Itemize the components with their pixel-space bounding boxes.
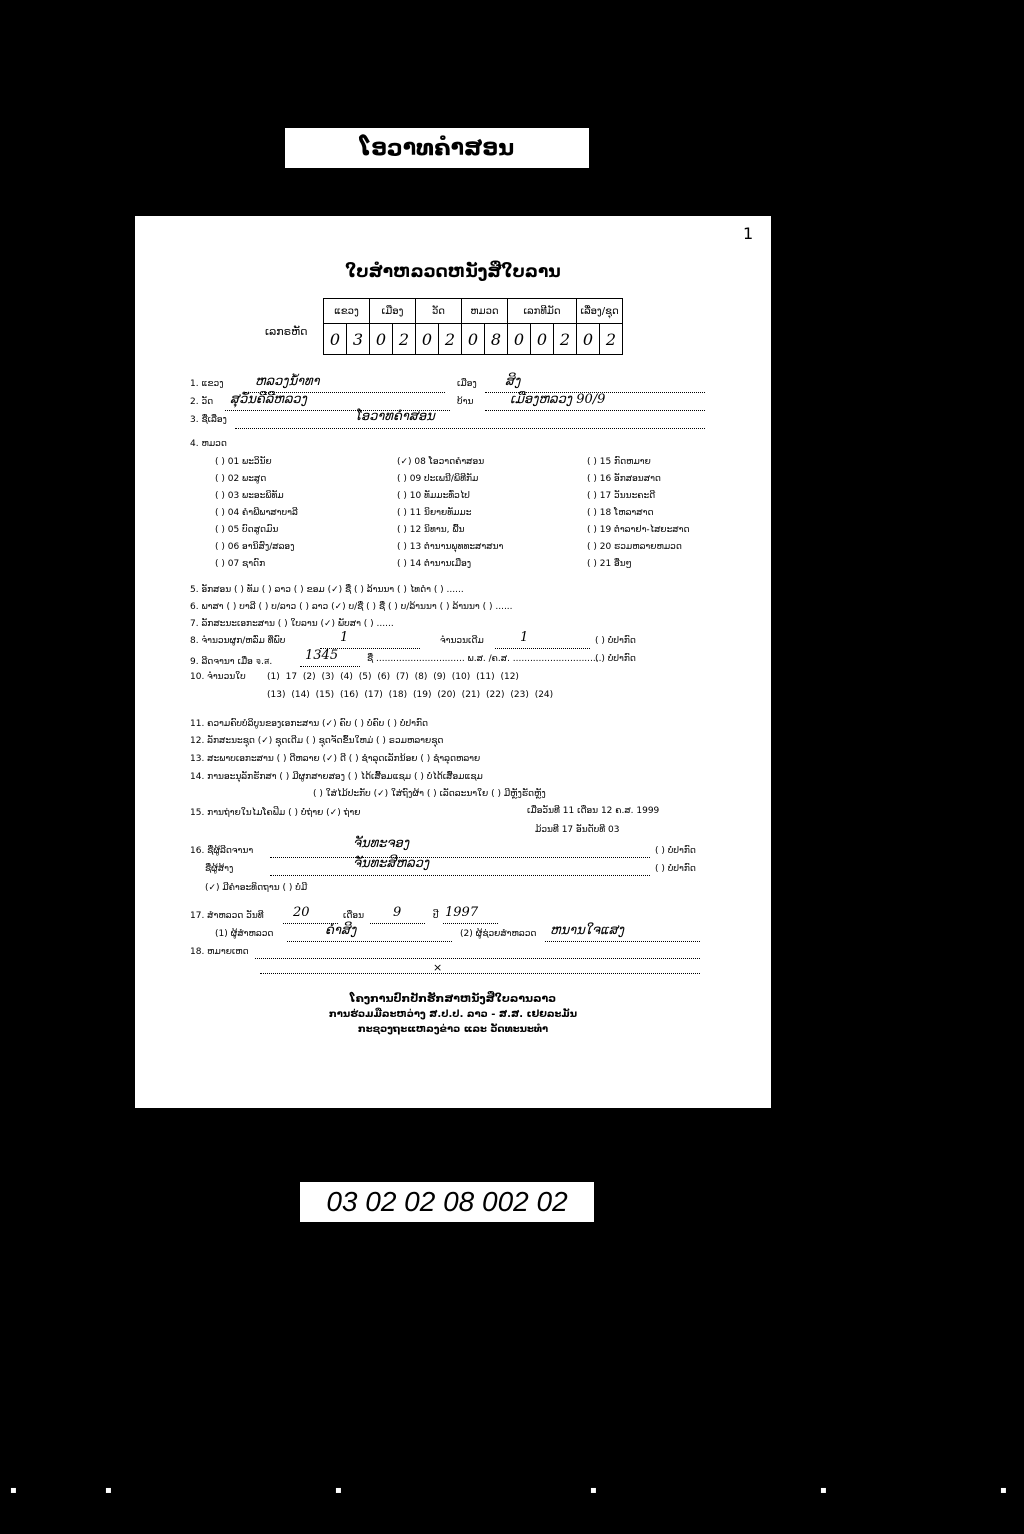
prayer-row: (✓) ມີຄຳອະທິດຖານ ( ) ບໍ່ມີ: [205, 883, 308, 893]
preservation-row-1: 14. ການອະນຸລັກຮັກສາ ( ) ມີຜູກສາຍສອງ ( ) ໄດ້ເສື້ອມແຊມ ( ) ບໍ່ໄດ້ເສື້ອມແຊມ: [190, 772, 483, 782]
survey-year: 1997: [445, 905, 479, 920]
code-digit: 0: [370, 324, 393, 355]
assistant-value: ຫນານໃຈແສງ: [550, 923, 625, 938]
microfilm-roll: ມ້ວນທີ 17 ອັນດັບທີ 03: [535, 825, 620, 835]
code-header: ຫມວດ: [462, 299, 508, 324]
code-digit: 3: [347, 324, 370, 355]
category-option: ( ) 13 ຕຳນານພຸທທະສາສນາ: [397, 542, 504, 552]
category-option: ( ) 05 ບົດສູດມົນ: [215, 525, 279, 535]
not-visible-9: ( ) ບໍ່ປາກົດ: [595, 654, 636, 664]
fascicle-label: 8. ຈຳນວນຜູກ/ຫລົ່ມ ທີ່ພົບ: [190, 636, 286, 646]
title-banner: ໂອວາທຄຳສອນ: [285, 128, 589, 168]
category-option: ( ) 17 ວັນນະຄະດີ: [587, 491, 656, 501]
category-option: ( ) 15 ກົດຫມາຍ: [587, 457, 651, 467]
original-count-value: 1: [520, 630, 529, 645]
village-value: ເມືອງຫລວງ 90/9: [510, 392, 606, 407]
dotted-line: [235, 427, 705, 429]
script-row: 5. ອັກສອນ ( ) ທັມ ( ) ລາວ ( ) ຂອມ (✓) ຊື່ ( ) ລ້ານນາ ( ) ໄທດຳ ( ) ......: [190, 585, 464, 595]
form-title: ໃບສຳຫລວດຫນັງສືໃບລານ: [345, 262, 561, 282]
original-count-label: ຈຳນວນເດີມ: [440, 636, 484, 646]
code-header-row: [324, 299, 623, 324]
category-label: 4. ຫມວດ: [190, 439, 227, 449]
dotted-line: [255, 957, 700, 959]
dotted-line: [270, 874, 650, 876]
folio-counts-1: (1) 17 (2) (3) (4) (5) (6) (7) (8) (9) (10) (11) (12): [267, 672, 519, 682]
category-option: ( ) 03 ພະອະພິທັມ: [215, 491, 284, 501]
code-digit: 2: [554, 324, 577, 355]
category-option: ( ) 01 ພະວິນັຍ: [215, 457, 272, 467]
category-option: ( ) 14 ຕຳນານເມືອງ: [397, 559, 472, 569]
district-label: ເມືອງ: [457, 379, 477, 389]
completeness-row: 11. ຄວາມຄົບບໍລິບູນຂອງເອກະສານ (✓) ຄົບ ( ) ບໍ່ຄົບ ( ) ບໍ່ປາກົດ: [190, 719, 429, 729]
temple-value: ສຸວັນຄີລີຫລວງ: [230, 392, 307, 407]
year-label: ປີ: [433, 911, 439, 921]
footer-line-3: ກະຊວງຖະແຫລງຂ່າວ ແລະ ວັດທະນະທຳ: [357, 1024, 549, 1035]
survey-month: 9: [393, 905, 402, 920]
category-option: ( ) 16 ອັກສອນສາດ: [587, 474, 661, 484]
title-value: ໂອວາທຄຳສອນ: [355, 409, 435, 424]
code-digit-row: [324, 324, 623, 355]
dotted-line: [485, 409, 705, 411]
category-option: ( ) 12 ນິທານ, ພື້ນ: [397, 525, 465, 535]
title-label: 3. ຊື່ເລື່ອງ: [190, 415, 227, 425]
category-option: (✓) 08 ໂອວາດຄຳສອນ: [397, 457, 485, 467]
category-option: ( ) 18 ໂຫລາສາດ: [587, 508, 654, 518]
fascicle-found-value: 1: [340, 630, 349, 645]
province-value: ຫລວງນ້ຳທາ: [255, 374, 320, 389]
remarks-label: 18. ຫມາຍເຫດ: [190, 947, 249, 957]
set-type-row: 12. ລັກສະນະຊຸດ (✓) ຊຸດເດີມ ( ) ຊຸດຈັດຂຶ້ນໃຫມ່ ( ) ຣວມຫລາຍຊຸດ: [190, 736, 444, 746]
not-visible-16a: ( ) ບໍ່ປາກົດ: [655, 846, 696, 856]
surveyor-label: (1) ຜູ້ສຳຫລວດ: [215, 929, 274, 939]
folio-counts-2: (13) (14) (15) (16) (17) (18) (19) (20) (21) (22) (23) (24): [267, 690, 554, 700]
code-digit: 0: [416, 324, 439, 355]
film-speck: ▪: [1000, 1485, 1007, 1496]
dotted-line: [260, 972, 700, 974]
category-option: ( ) 11 ນິຍາຍທັມມະ: [397, 508, 472, 518]
language-row: 6. ພາສາ ( ) ບາລີ ( ) ບ/ລາວ ( ) ລາວ (✓) ບ/ຊື່ ( ) ຊື່ ( ) ບ/ລ້ານນາ ( ) ລ້ານນາ ( ) ......: [190, 602, 513, 612]
category-option: ( ) 20 ຮວມຫລາຍຫມວດ: [587, 542, 682, 552]
dotted-line: [270, 856, 650, 858]
code-label: ເລກຣຫັດ: [265, 325, 308, 338]
donor-value: ຈັນທະຈອງ: [353, 836, 410, 851]
code-digit: 0: [531, 324, 554, 355]
film-speck: ▪: [335, 1485, 342, 1496]
code-digit: 0: [577, 324, 600, 355]
film-speck: ▪: [105, 1485, 112, 1496]
document-id-box: 03 02 02 08 002 02: [300, 1182, 594, 1222]
code-digit: 2: [393, 324, 416, 355]
preservation-row-2: ( ) ໃສ່ໄມ້ປະກັບ (✓) ໃສ່ຖົງຜ້າ ( ) ເລັດລະນາໃຍ ( ) ມີຫຼັງຮັດຫຼັງ: [313, 789, 546, 799]
survey-date-label: 17. ສຳຫລວດ ວັນທີ: [190, 911, 264, 921]
code-digit: 0: [462, 324, 485, 355]
category-option: ( ) 06 ອານິສົງ/ສລອງ: [215, 542, 295, 552]
code-header: ວັດ: [416, 299, 462, 324]
survey-day: 20: [293, 905, 310, 920]
folio-count-label: 10. ຈຳນວນໃບ: [190, 672, 246, 682]
film-speck: ▪: [10, 1485, 17, 1496]
not-visible-8: ( ) ບໍ່ປາກົດ: [595, 636, 636, 646]
dotted-line: [370, 922, 425, 924]
code-header: ເມືອງ: [370, 299, 416, 324]
category-option: ( ) 10 ທັມມະທົ່ວໄປ: [397, 491, 470, 501]
temple-label: 2. ວັດ: [190, 397, 214, 407]
surveyor-value: ຄຳສິງ: [325, 923, 357, 938]
month-label: ເດືອນ: [343, 911, 365, 921]
code-digit: 2: [600, 324, 623, 355]
donor-label: 16. ຊື່ຜູ້ລີດຈານາ: [190, 846, 254, 856]
category-option: ( ) 04 ຄຳພີພາສາບາລີ: [215, 508, 298, 518]
donation-label: 9. ລີດຈານາ ເມື່ອ จ.ส.: [190, 657, 273, 667]
film-speck: ▪: [590, 1485, 597, 1496]
category-option: ( ) 21 ອື່ນໆ: [587, 559, 632, 569]
category-option: ( ) 09 ປະເພນີ/ພິທີກັມ: [397, 474, 479, 484]
province-label: 1. ແຂວງ: [190, 379, 224, 389]
dotted-line: [443, 922, 498, 924]
district-value: ສິງ: [505, 374, 521, 389]
creator-label: ຊື່ຜູ້ສ້າງ: [205, 864, 234, 874]
category-option: ( ) 07 ຊາດົກ: [215, 559, 266, 569]
assistant-label: (2) ຜູ້ຊ່ວຍສຳຫລວດ: [460, 929, 537, 939]
creator-value: ຈັນທະສີຫລວງ: [353, 856, 430, 871]
dotted-line: [545, 940, 700, 942]
not-visible-16b: ( ) ບໍ່ປາກົດ: [655, 864, 696, 874]
category-option: ( ) 02 ພະສູດ: [215, 474, 267, 484]
microfilm-row: 15. ການຖ່າຍໃນໄມໂຄຟິມ ( ) ບໍ່ຖ່າຍ (✓) ຖ່າຍ: [190, 808, 361, 818]
footer-line-2: ການຮ່ວມມືລະຫວ່າງ ສ.ປ.ປ. ລາວ - ສ.ສ. ເຢຍລະມັນ: [328, 1009, 578, 1020]
category-option: ( ) 19 ຕຳລາຢາ-ໄສຍະສາດ: [587, 525, 690, 535]
code-digit: 0: [508, 324, 531, 355]
code-header: ແຂວງ: [324, 299, 370, 324]
survey-form-sheet: [135, 216, 771, 1108]
village-label: ບ້ານ: [457, 397, 474, 407]
code-digit: 2: [439, 324, 462, 355]
code-header: ເລື່ອງ/ຊຸດ: [577, 299, 623, 324]
code-digit: 0: [324, 324, 347, 355]
mark-symbol: ×: [433, 961, 443, 974]
dotted-line: [287, 940, 452, 942]
code-digit: 8: [485, 324, 508, 355]
film-speck: ▪: [820, 1485, 827, 1496]
code-header: ເລກທີມັດ: [508, 299, 577, 324]
microfilm-date: ເມື່ອວັນທີ 11 ເດືອນ 12 ຄ.ສ. 1999: [527, 806, 660, 816]
code-table: [323, 298, 623, 355]
material-row: 7. ລັກສະນະເອກະສານ ( ) ໃບລານ (✓) ພັບສາ ( ) ......: [190, 619, 394, 629]
page-number: 1: [743, 224, 754, 243]
footer-line-1: ໂຄງການປົກປັກຮັກສາຫນັງສືໃບລານລາວ: [349, 992, 557, 1005]
condition-row: 13. ສະພາບເອກະສານ ( ) ດີຫລາຍ (✓) ດີ ( ) ຊຳລຸດເລັກນ້ອຍ ( ) ຊຳລຸດຫລາຍ: [190, 754, 481, 764]
donation-year-value: 1345: [305, 648, 339, 663]
dotted-line: [495, 647, 590, 649]
dotted-line: [300, 665, 360, 667]
year-row: ຊື່ ............................... ພ.ສ. /ຄ.ສ. ...............................: [367, 654, 602, 664]
